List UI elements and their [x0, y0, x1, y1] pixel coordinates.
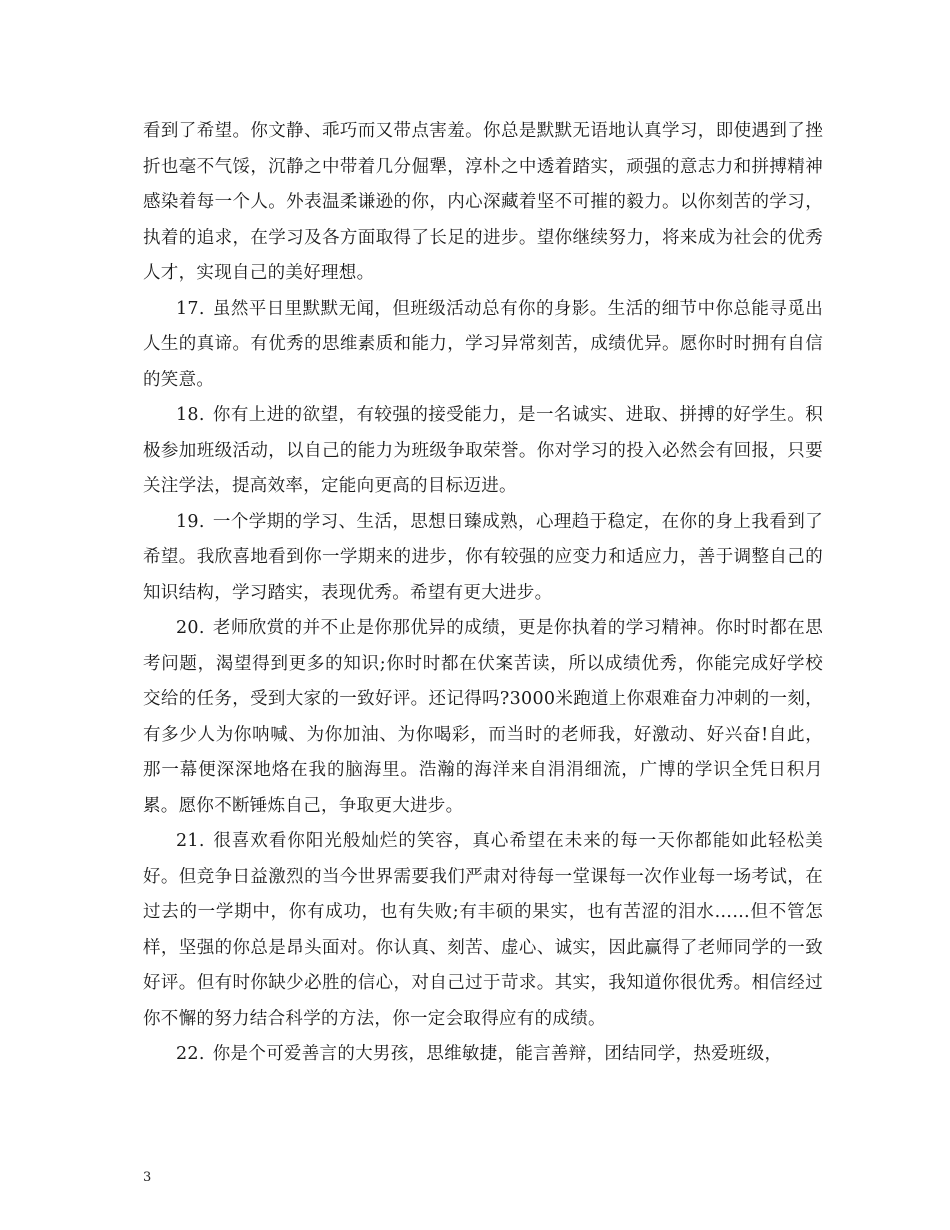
- paragraph-text: 看到了希望。你文静、乖巧而又带点害羞。你总是默默无语地认真学习，即使遇到了挫折也毫不气馁，沉静之中带着几分倔犟，淳朴之中透着踏实，顽强的意志力和拼搏精神感染着每一个人。外表温柔谦逊的你，内心深藏着坚不可摧的毅力。以你刻苦的学习，执着的追求，在学习及各方面取得了长足的进步。望你继续努力，将来成为社会的优秀人才，实现自己的美好理想。: [143, 121, 823, 283]
- paragraph-text: 很喜欢看你阳光般灿烂的笑容，真心希望在未来的每一天你都能如此轻松美好。但竞争日益激烈的当今世界需要我们严肃对待每一堂课每一次作业每一场考试，在过去的一学期中，你有成功，也有失败;有丰硕的果实，也有苦涩的泪水……但不管怎样，坚强的你总是昂头面对。你认真、刻苦、虚心、诚实，因此赢得了老师同学的一致好评。但有时你缺少必胜的信心，对自己过于苛求。其实，我知道你很优秀。相信经过你不懈的努力结合科学的方法，你一定会取得应有的成绩。: [143, 831, 823, 1029]
- paragraph-number: 17.: [176, 298, 205, 319]
- paragraph-number: 18.: [176, 405, 205, 425]
- paragraph-19: [143, 505, 823, 612]
- paragraph-18: [143, 398, 823, 505]
- paragraph-17: [143, 292, 823, 399]
- paragraph-continued: [143, 114, 823, 292]
- page-number: 3: [143, 1170, 152, 1185]
- paragraph-21: [143, 824, 823, 1037]
- paragraph-number: 20.: [176, 618, 205, 638]
- paragraph-text: 你是个可爱善言的大男孩，思维敏捷，能言善辩，团结同学，热爱班级，: [212, 1044, 783, 1064]
- paragraph-text: 老师欣赏的并不止是你那优异的成绩，更是你执着的学习精神。你时时都在思考问题，渴望得到更多的知识;你时时都在伏案苦读，所以成绩优秀，你能完成好学校交给的任务，受到大家的一致好评。还记得吗?3000米跑道上你艰难奋力冲刺的一刻，有多少人为你呐喊、为你加油、为你喝彩，而当时的老师我，好激动、好兴奋!自此，那一幕便深深地烙在我的脑海里。浩瀚的海洋来自涓涓细流，广博的学识全凭日积月累。愿你不断锤炼自己，争取更大进步。: [143, 618, 823, 816]
- paragraph-text: 你有上进的欲望，有较强的接受能力，是一名诚实、进取、拼搏的好学生。积极参加班级活动，以自己的能力为班级争取荣誉。你对学习的投入必然会有回报，只要关注学法，提高效率，定能向更高的目标迈进。: [143, 405, 823, 496]
- paragraph-20: [143, 611, 823, 824]
- paragraph-number: 21.: [176, 831, 205, 851]
- document-body: [143, 114, 823, 1073]
- paragraph-22: [143, 1037, 823, 1073]
- paragraph-text: 虽然平日里默默无闻，但班级活动总有你的身影。生活的细节中你总能寻觅出人生的真谛。有优秀的思维素质和能力，学习异常刻苦，成绩优异。愿你时时拥有自信的笑意。: [143, 298, 823, 390]
- paragraph-number: 22.: [176, 1044, 205, 1064]
- paragraph-text: 一个学期的学习、生活，思想日臻成熟，心理趋于稳定，在你的身上我看到了希望。我欣喜地看到你一学期来的进步，你有较强的应变力和适应力，善于调整自己的知识结构，学习踏实，表现优秀。希望有更大进步。: [143, 511, 823, 603]
- paragraph-number: 19.: [176, 511, 205, 532]
